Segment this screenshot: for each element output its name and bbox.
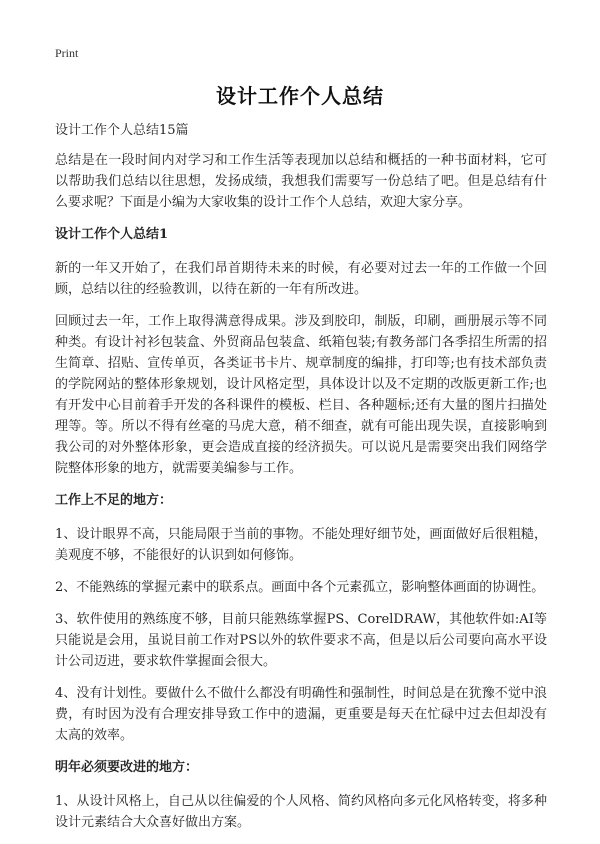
article-subtitle: 设计工作个人总结15篇 xyxy=(55,123,189,138)
section-heading: 工作上不足的地方： xyxy=(55,493,173,508)
list-item: 1、从设计风格上，自己从以往偏爱的个人风格、简约风格向多元化风格转变，将多种设计元素结合大众喜好做出方案。 xyxy=(55,794,547,830)
article-body xyxy=(55,120,547,844)
list-item: 1、设计眼界不高，只能局限于当前的事物。不能处理好细节处，画面做好后很粗糙，美观度不够，不能很好的认识到如何修饰。 xyxy=(55,527,547,563)
page-title: 设计工作个人总结 xyxy=(216,84,384,108)
section-heading: 设计工作个人总结1 xyxy=(55,227,169,242)
list-item: 3、软件使用的熟练度不够，目前只能熟练掌握PS、CorelDRAW，其他软件如:AI等只能说是会用，虽说目前工作对PS以外的软件要求不高，但是以后公司要向高水平设计公司迈进，要求软件掌握面会很大。 xyxy=(55,612,547,669)
intro-paragraph: 总结是在一段时间内对学习和工作生活等表现加以总结和概括的一种书面材料，它可以帮助我们总结以往思想，发扬成绩，我想我们需要写一份总结了吧。但是总结有什么要求呢？下面是小编为大家收集的设计工作个人总结，欢迎大家分享。 xyxy=(55,153,547,210)
paragraph: 新的一年又开始了，在我们昂首期待未来的时候，有必要对过去一年的工作做一个回顾，总结以往的经验教训，以待在新的一年有所改进。 xyxy=(55,261,547,297)
list-item: 2、不能熟练的掌握元素中的联系点。画面中各个元素孤立，影响整体画面的协调性。 xyxy=(55,580,545,595)
print-link[interactable]: Print xyxy=(55,46,79,60)
section-heading: 明年必须要改进的地方： xyxy=(55,760,199,775)
list-item: 4、没有计划性。要做什么不做什么都没有明确性和强制性，时间总是在犹豫不觉中浪费，有时因为没有合理安排导致工作中的遗漏，更重要是每天在忙碌中过去但却没有太高的效率。 xyxy=(55,686,547,743)
paragraph: 回顾过去一年，工作上取得满意得成果。涉及到胶印，制版，印刷，画册展示等不同种类。有设计衬衫包装盒、外贸商品包装盒、纸箱包装;有教务部门各季招生所需的招生简章、招贴、宣传单页，各类证书卡片、规章制度的编排，打印等;也有技术部负责的学院网站的整体形象规划，设计风格定型，具体设计以及不定期的改版更新工作;也有开发中心目前着手开发的各科课件的模板、栏目、各种题标;还有大量的图片扫描处理等。等。所以不得有丝毫的马虎大意，稍不细查，就有可能出现失误，直接影响到我公司的对外整体形象，更会造成直接的经济损失。可以说凡是需要突出我们网络学院整体形象的地方，就需要美编参与工作。 xyxy=(55,314,547,476)
